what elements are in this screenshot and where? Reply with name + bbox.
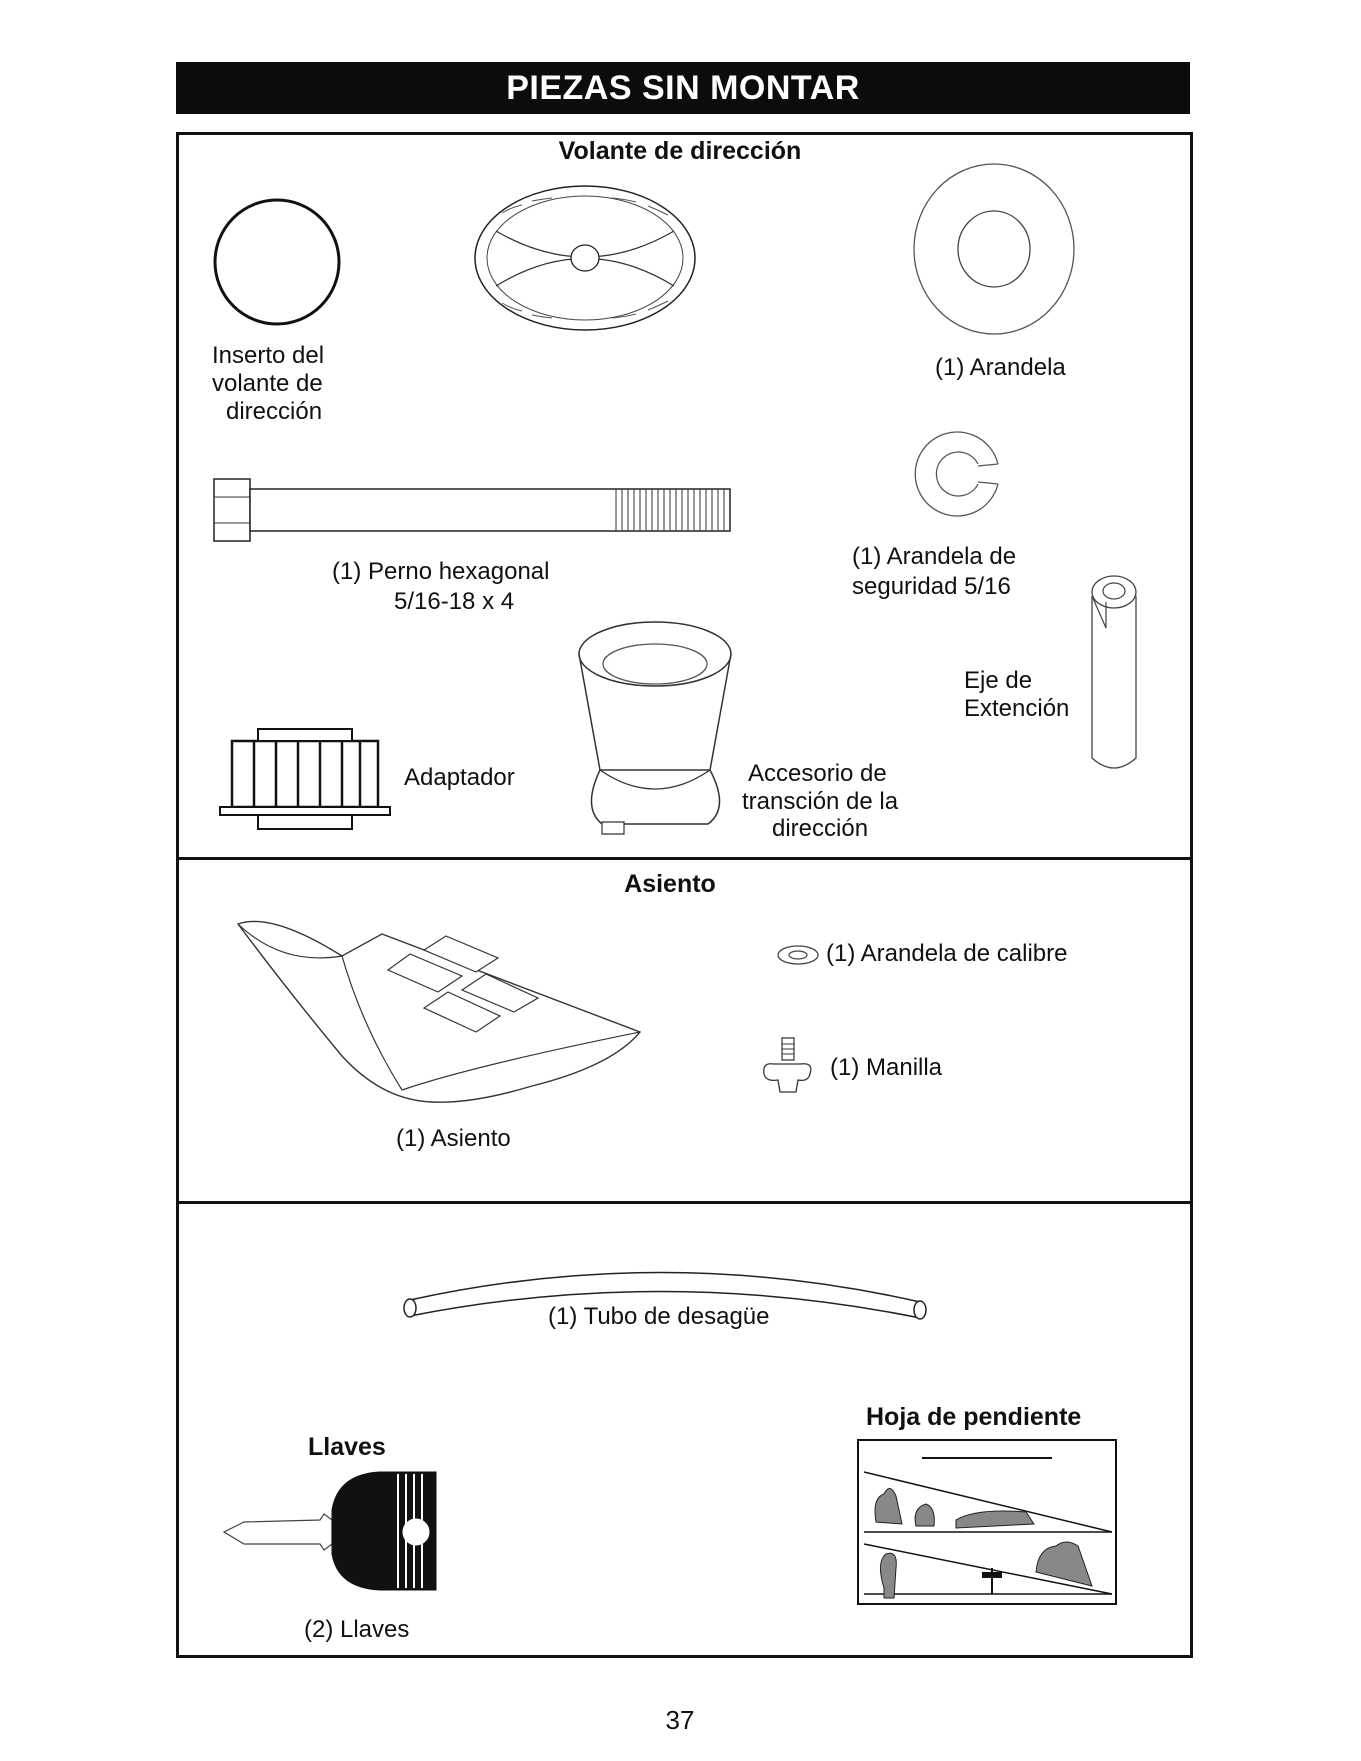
seat-illustration [232,906,652,1116]
steering-wheel-illustration [472,183,698,333]
lock-washer-label-2: seguridad 5/16 [852,573,1011,600]
drain-tube-label: (1) Tubo de desagüe [548,1303,770,1330]
hex-bolt-label-1: (1) Perno hexagonal [332,558,550,585]
steering-insert-label-1: Inserto del [212,342,325,369]
extension-shaft-illustration [1088,572,1140,780]
seat-label: (1) Asiento [396,1125,511,1152]
page-title: PIEZAS SIN MONTAR [176,62,1190,114]
adapter-label: Adaptador [404,764,515,791]
hex-bolt-illustration [212,477,734,543]
extension-label-2: Extención [964,695,1070,722]
gauge-washer-illustration [776,944,820,966]
steering-insert-illustration [212,197,342,327]
slope-sheet-illustration [856,1438,1118,1606]
section-divider-seat-misc [176,1201,1193,1204]
gauge-washer-label: (1) Arandela de calibre [826,940,1068,967]
lock-washer-illustration [912,428,1004,520]
page-number: 37 [665,1705,695,1735]
knob-label: (1) Manilla [830,1054,943,1081]
knob-illustration [760,1036,814,1096]
steering-heading: Volante de dirección [558,137,802,165]
section-divider-steering-seat [176,857,1193,860]
keys-illustration [220,1470,444,1594]
lock-washer-label-1: (1) Arandela de [852,543,1017,570]
keys-heading: Llaves [308,1433,386,1461]
steering-transition-label-2: transción de la [742,788,899,815]
adapter-illustration [220,727,390,833]
hex-bolt-label-2: 5/16-18 x 4 [394,588,515,615]
steering-insert-label-2: volante de [212,370,323,397]
washer-label: (1) Arandela [935,354,1066,381]
steering-transition-label-1: Accesorio de [748,760,887,787]
steering-transition-label-3: dirección [772,815,869,842]
slope-sheet-heading: Hoja de pendiente [866,1403,1082,1431]
keys-label: (2) Llaves [304,1616,410,1643]
steering-transition-illustration [572,618,738,846]
seat-heading: Asiento [624,870,716,898]
washer-illustration [912,162,1076,336]
extension-label-1: Eje de [964,667,1033,694]
steering-insert-label-3: dirección [226,398,323,425]
